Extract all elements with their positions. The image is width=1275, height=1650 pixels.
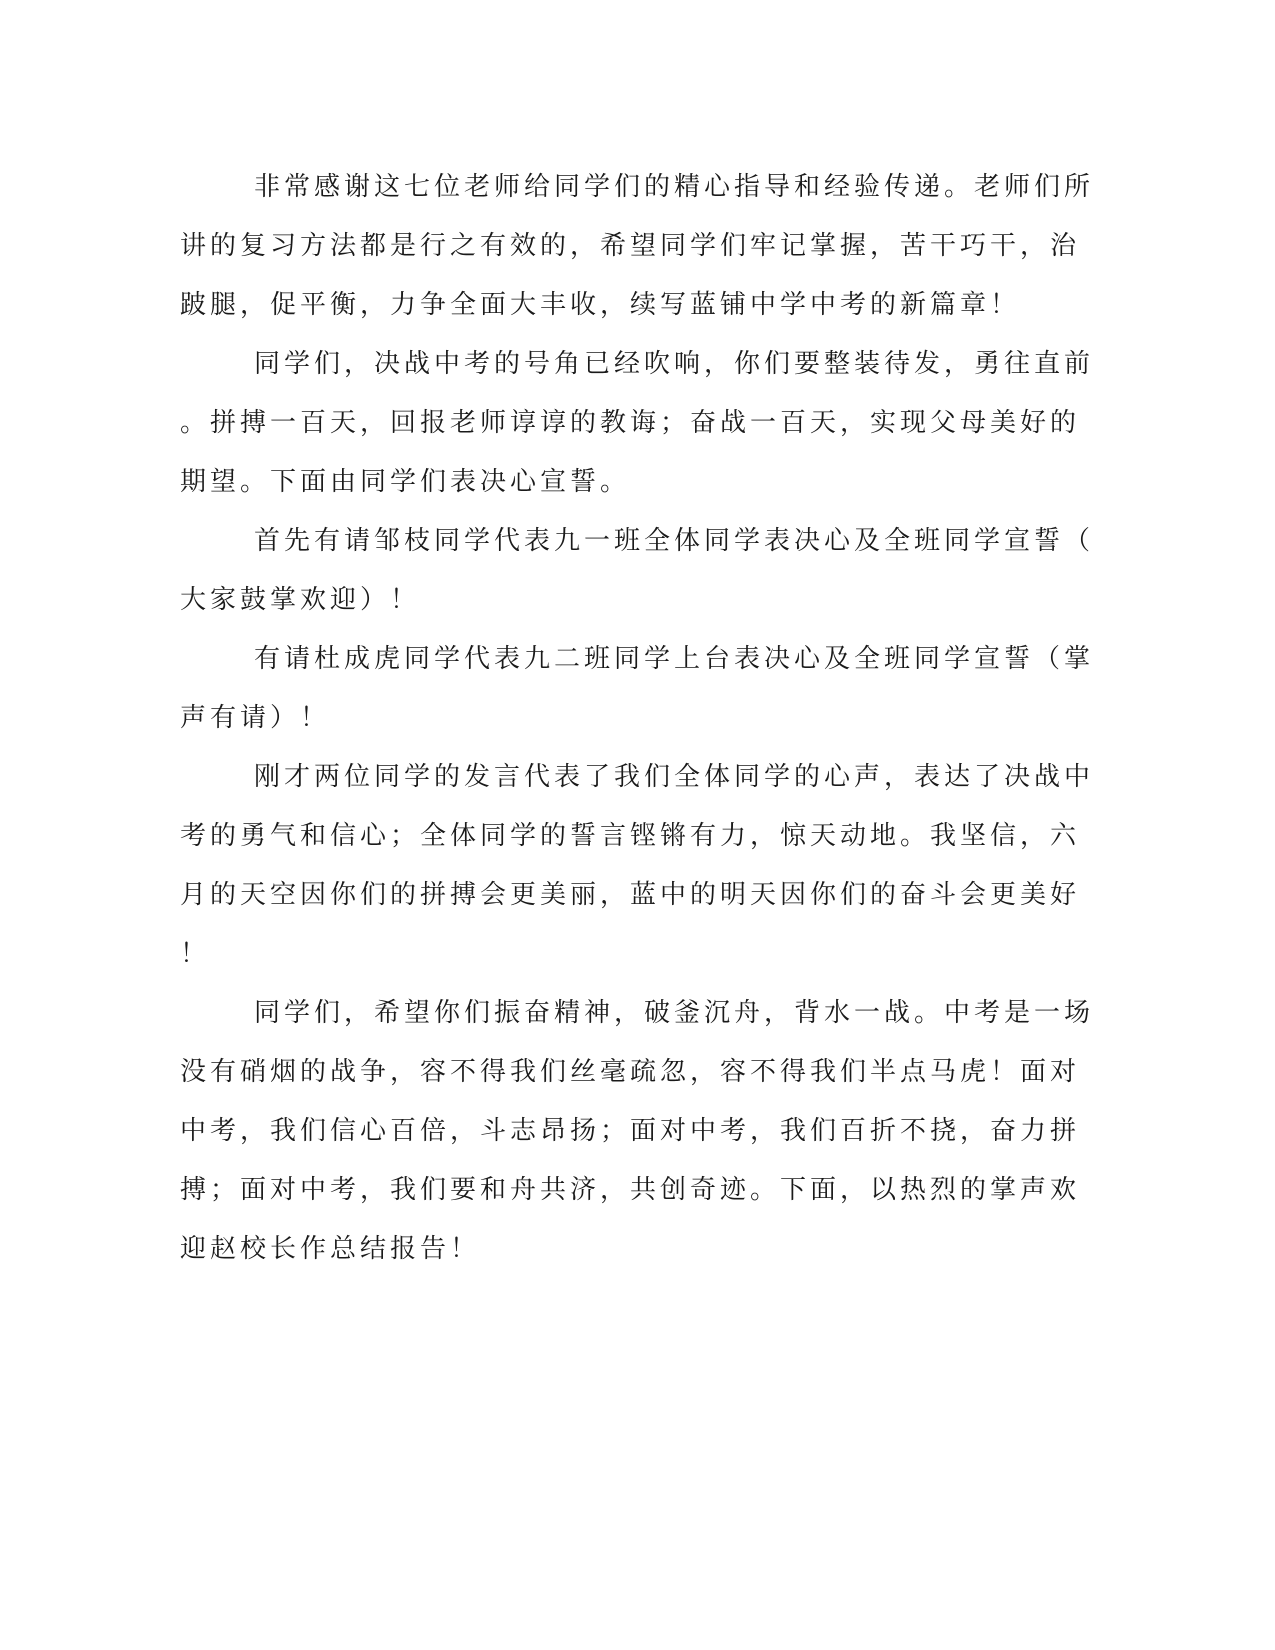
paragraph-6 [180,984,1095,1279]
text-line: 声有请）！ [180,703,331,733]
text-line: 刚才两位同学的发言代表了我们全体同学的心声，表达了决战中 [254,762,1095,792]
text-line: 非常感谢这七位老师给同学们的精心指导和经验传递。老师们所 [254,172,1095,202]
body-text [180,158,1095,1279]
paragraph-3 [180,512,1095,630]
text-line: 。拼搏一百天，回报老师谆谆的教诲；奋战一百天，实现父母美好的 [180,408,1081,438]
text-line: 中考，我们信心百倍，斗志昂扬；面对中考，我们百折不挠，奋力拼 [180,1116,1081,1146]
text-line: 同学们，希望你们振奋精神，破釜沉舟，背水一战。中考是一场 [254,998,1095,1028]
paragraph-1 [180,158,1095,335]
paragraph-5 [180,748,1095,984]
text-line: 月的天空因你们的拼搏会更美丽，蓝中的明天因你们的奋斗会更美好 [180,880,1081,910]
text-line: 没有硝烟的战争，容不得我们丝毫疏忽，容不得我们半点马虎！面对 [180,1057,1081,1087]
paragraph-2 [180,335,1095,512]
text-line: ！ [180,939,211,969]
text-line: 讲的复习方法都是行之有效的，希望同学们牢记掌握，苦干巧干，治 [180,231,1081,261]
text-line: 同学们，决战中考的号角已经吹响，你们要整装待发，勇往直前 [254,349,1095,379]
paragraph-4 [180,630,1095,748]
text-line: 考的勇气和信心；全体同学的誓言铿锵有力，惊天动地。我坚信，六 [180,821,1081,851]
text-line: 有请杜成虎同学代表九二班同学上台表决心及全班同学宣誓（掌 [254,644,1095,674]
text-line: 搏；面对中考，我们要和舟共济，共创奇迹。下面，以热烈的掌声欢 [180,1175,1081,1205]
text-line: 跛腿，促平衡，力争全面大丰收，续写蓝铺中学中考的新篇章！ [180,290,1021,320]
text-line: 期望。下面由同学们表决心宣誓。 [180,467,631,497]
text-line: 迎赵校长作总结报告！ [180,1234,481,1264]
text-line: 大家鼓掌欢迎）！ [180,585,421,615]
text-line: 首先有请邹枝同学代表九一班全体同学表决心及全班同学宣誓（ [254,526,1095,556]
